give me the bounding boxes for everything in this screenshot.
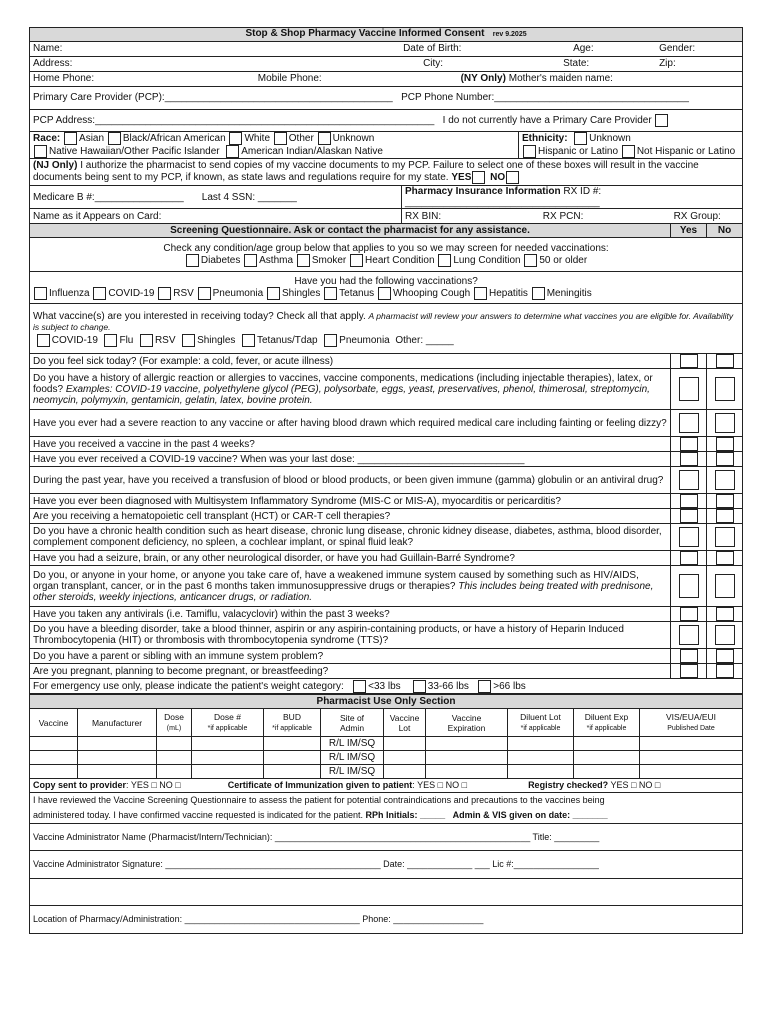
cond-lung-label: Lung Condition xyxy=(453,255,521,267)
gender-label: Gender: xyxy=(659,43,696,55)
no-cell xyxy=(707,622,743,649)
nj-no-checkbox[interactable] xyxy=(506,171,519,184)
question-text: Have you ever been diagnosed with Multisystem Inflammatory Syndrome (MIS-C or MIS-A), myocarditis or pericarditis? xyxy=(30,494,671,509)
question-text xyxy=(30,369,671,410)
question-text: Do you have a parent or sibling with an immune system problem? xyxy=(30,649,671,664)
form-title xyxy=(30,28,743,42)
license-field: Lic #:_________________ xyxy=(492,859,599,870)
no-checkbox[interactable] xyxy=(716,494,734,508)
race-other-checkbox[interactable] xyxy=(274,132,287,145)
int-rsv-checkbox[interactable] xyxy=(140,334,153,347)
weight-33-66-label: 33-66 lbs xyxy=(427,681,469,693)
nj-no-label: NO xyxy=(490,172,506,184)
yes-checkbox[interactable] xyxy=(679,413,699,433)
had-shingles-checkbox[interactable] xyxy=(267,287,280,300)
int-pneumonia-label: Pneumonia xyxy=(339,334,390,346)
pharmacist-header: Pharmacist Use Only Section xyxy=(30,695,743,709)
question-text: Have you ever had a severe reaction to any vaccine or after having blood drawn which required medical care including fainting or feeling dizzy? xyxy=(30,410,671,437)
col-sub: *if applicable xyxy=(207,724,248,732)
pcp-address-field: PCP Address:_____________________________________________________________ xyxy=(33,115,435,127)
rph-initials-field[interactable]: RPh Initials: _____ xyxy=(365,810,446,821)
had-meningitis-checkbox[interactable] xyxy=(532,287,545,300)
question-main: Do you have a history of allergic reaction or allergies to vaccines, vaccine components, medications (including injectable therapies), latex, or foods? xyxy=(33,372,653,395)
int-shingles-checkbox[interactable] xyxy=(182,334,195,347)
title-text: Stop & Shop Pharmacy Vaccine Informed Consent xyxy=(245,28,485,40)
had-pneumonia-checkbox[interactable] xyxy=(198,287,211,300)
certificate-options[interactable]: : YES □ NO □ xyxy=(412,780,468,791)
ethnicity-cell xyxy=(519,132,743,159)
weight-under33-label: <33 lbs xyxy=(368,681,401,693)
no-cell xyxy=(707,354,743,369)
int-flu-label: Flu xyxy=(119,334,134,346)
pharmacist-table xyxy=(29,694,743,934)
col-manufacturer xyxy=(78,709,157,737)
admin-vis-date-field[interactable]: Admin & VIS given on date: _______ xyxy=(452,810,608,821)
col-dose xyxy=(157,709,192,737)
no-cell xyxy=(707,566,743,607)
question-text: Are you receiving a hematopoietic cell transplant (HCT) or CAR-T cell therapies? xyxy=(30,509,671,524)
col-lot xyxy=(384,709,426,737)
race-hawaiian-label: Native Hawaiian/Other Pacific Islander xyxy=(49,146,220,158)
col-sub: Admin xyxy=(339,722,365,733)
yes-cell xyxy=(671,410,707,437)
eth-not-hispanic-checkbox[interactable] xyxy=(622,145,635,158)
yes-cell xyxy=(671,452,707,467)
yes-cell xyxy=(671,369,707,410)
question-row xyxy=(30,467,743,494)
location-phone-field: Phone: __________________ xyxy=(362,914,484,925)
copy-sent-options[interactable]: : YES □ NO □ xyxy=(126,780,181,791)
rxgroup-label: RX Group: xyxy=(673,210,721,222)
int-tetanus-label: Tetanus/Tdap xyxy=(256,334,318,346)
race-asian-label: Asian xyxy=(79,133,105,145)
had-hepatitis-checkbox[interactable] xyxy=(474,287,487,300)
yes-cell xyxy=(671,354,707,369)
question-row xyxy=(30,509,743,524)
interest-row xyxy=(30,304,743,354)
no-cell xyxy=(707,437,743,452)
had-vaccines-prompt: Have you had the following vaccinations? xyxy=(294,275,478,287)
question-text xyxy=(30,566,671,607)
weight-over66-label: >66 lbs xyxy=(493,681,526,693)
col-sub: *if applicable xyxy=(586,724,627,732)
race-white-checkbox[interactable] xyxy=(229,132,242,145)
date-field: Date: _____________ ___ xyxy=(383,859,490,870)
question-text: Do you have a chronic health condition such as heart disease, chronic lung disease, chronic kidney disease, diabetes, asthma, blood disorder, complement component deficiency, no spleen, a cochlear implant, or spinal fluid leak? xyxy=(30,524,671,551)
int-flu-checkbox[interactable] xyxy=(104,334,117,347)
yes-cell xyxy=(671,622,707,649)
col-label: Diluent Lot xyxy=(520,711,561,722)
race-native-label: American Indian/Alaskan Native xyxy=(241,146,383,158)
pharmacy-insurance-label: Pharmacy Insurance Information xyxy=(405,186,561,197)
int-rsv-label: RSV xyxy=(154,334,176,346)
int-covid-checkbox[interactable] xyxy=(37,334,50,347)
weight-prompt: For emergency use only, please indicate the patient's weight category: xyxy=(33,681,344,693)
yes-checkbox[interactable] xyxy=(680,551,698,565)
int-tetanus-checkbox[interactable] xyxy=(242,334,255,347)
eth-unknown-checkbox[interactable] xyxy=(574,132,587,145)
col-sub: Published Date xyxy=(667,724,715,732)
question-text: Have you received a vaccine in the past 4 weeks? xyxy=(30,437,671,452)
yes-cell xyxy=(671,467,707,494)
no-checkbox[interactable] xyxy=(715,625,735,645)
yes-checkbox[interactable] xyxy=(679,470,699,490)
yes-checkbox[interactable] xyxy=(680,509,698,523)
weight-row xyxy=(30,679,743,694)
conditions-prompt: Check any condition/age group below that applies to you so we may screen for needed vaccinations: xyxy=(163,242,609,254)
yes-checkbox[interactable] xyxy=(680,452,698,466)
no-pcp-checkbox[interactable] xyxy=(655,114,668,127)
question-row xyxy=(30,494,743,509)
medicare-cell[interactable] xyxy=(30,186,402,209)
maiden-name-label: Mother's maiden name: xyxy=(508,73,613,85)
no-cell xyxy=(707,551,743,566)
address-row[interactable] xyxy=(30,57,743,72)
pcp-row[interactable] xyxy=(30,87,743,110)
weight-under33-checkbox[interactable] xyxy=(353,680,366,693)
table-row[interactable] xyxy=(30,751,743,765)
col-sub: (mL) xyxy=(166,724,182,732)
had-tetanus-checkbox[interactable] xyxy=(324,287,337,300)
conditions-row xyxy=(30,238,743,272)
col-diluent-exp xyxy=(574,709,640,737)
col-sub: *if applicable xyxy=(272,724,312,732)
col-label: Dose # xyxy=(214,711,241,722)
yes-cell xyxy=(671,494,707,509)
cond-lung-checkbox[interactable] xyxy=(438,254,451,267)
dob-label: Date of Birth: xyxy=(403,43,462,55)
col-label: Vaccine xyxy=(451,712,482,723)
no-checkbox[interactable] xyxy=(716,551,734,565)
race-other-label: Other xyxy=(288,133,314,145)
no-cell xyxy=(707,649,743,664)
phone-row[interactable] xyxy=(30,72,743,87)
had-whooping-checkbox[interactable] xyxy=(378,287,391,300)
col-dose-number xyxy=(192,709,264,737)
eth-hispanic-checkbox[interactable] xyxy=(523,145,536,158)
int-covid-label: COVID-19 xyxy=(51,334,98,346)
pcp-address-row[interactable] xyxy=(30,110,743,132)
question-note: Examples: COVID-19 vaccine, polyethylene glycol (PEG), polysorbate, eggs, yeast, preservatives, phenol, thimerosal, streptomycin, neomycin, polymyxin, gentamicin, gelatin, latex, bovine protein. xyxy=(33,383,650,406)
question-text: Have you ever received a COVID-19 vaccine? When was your last dose: ______________________________ xyxy=(30,452,671,467)
col-label: Diluent Exp xyxy=(584,711,629,722)
no-checkbox[interactable] xyxy=(715,377,735,401)
no-checkbox[interactable] xyxy=(716,452,734,466)
no-cell xyxy=(707,524,743,551)
question-text: During the past year, have you received a transfusion of blood or blood products, or been given immune (gamma) globulin or an antiviral drug? xyxy=(30,467,671,494)
col-label: Vaccine xyxy=(38,717,69,728)
admin-name-field: Vaccine Administrator Name (Pharmacist/Intern/Technician): ___________________________________________________ xyxy=(33,831,531,842)
yes-cell xyxy=(671,607,707,622)
question-row xyxy=(30,369,743,410)
int-pneumonia-checkbox[interactable] xyxy=(324,334,337,347)
race-unknown-label: Unknown xyxy=(332,133,375,145)
yes-cell xyxy=(671,524,707,551)
col-label: Vaccine xyxy=(389,712,420,723)
race-asian-checkbox[interactable] xyxy=(64,132,77,145)
cond-asthma-label: Asthma xyxy=(259,255,294,267)
race-black-label: Black/African American xyxy=(122,133,226,145)
admin-name-row[interactable] xyxy=(30,824,743,851)
no-checkbox[interactable] xyxy=(715,574,735,598)
race-cell xyxy=(30,132,519,159)
no-checkbox[interactable] xyxy=(715,413,735,433)
question-note: This includes being treated with prednisone, other steroids, weekly injections, anticancer drugs, or radiation. xyxy=(33,580,654,603)
yes-checkbox[interactable] xyxy=(680,494,698,508)
weight-over66-checkbox[interactable] xyxy=(478,680,491,693)
registry-label: Registry checked? xyxy=(528,780,609,791)
had-tetanus-label: Tetanus xyxy=(339,288,375,300)
int-shingles-label: Shingles xyxy=(197,334,236,346)
yes-checkbox[interactable] xyxy=(679,574,699,598)
yes-checkbox[interactable] xyxy=(679,527,699,547)
cond-diabetes-label: Diabetes xyxy=(200,255,241,267)
question-row xyxy=(30,566,743,607)
no-cell xyxy=(707,607,743,622)
col-label: Site of xyxy=(339,712,365,723)
ny-only-label: (NY Only) xyxy=(460,73,506,85)
signature-field: Vaccine Administrator Signature: ___________________________________________ xyxy=(33,859,381,870)
question-row xyxy=(30,437,743,452)
cond-asthma-checkbox[interactable] xyxy=(244,254,257,267)
table-row[interactable] xyxy=(30,737,743,751)
patient-info-table xyxy=(29,27,743,694)
table-row[interactable] xyxy=(30,765,743,779)
col-label: Dose xyxy=(164,711,184,722)
race-white-label: White xyxy=(244,133,270,145)
age-label: Age: xyxy=(573,43,594,55)
registry-options[interactable]: YES □ NO □ xyxy=(608,780,661,791)
rx-bin-cell[interactable] xyxy=(402,209,743,224)
name-on-card-label: Name as it Appears on Card: xyxy=(33,210,162,222)
had-covid-checkbox[interactable] xyxy=(93,287,106,300)
zip-label: Zip: xyxy=(659,58,676,70)
eth-hispanic-label: Hispanic or Latino xyxy=(538,146,619,158)
col-label: BUD xyxy=(283,711,301,722)
name-row[interactable] xyxy=(30,42,743,57)
location-row[interactable] xyxy=(30,906,743,934)
question-row xyxy=(30,649,743,664)
had-whooping-label: Whooping Cough xyxy=(392,288,471,300)
certificate-label: Certificate of Immunization given to patient xyxy=(227,780,413,791)
had-rsv-label: RSV xyxy=(173,288,194,300)
question-text: Have you had a seizure, brain, or any other neurological disorder, or have you had Guillain-Barré Syndrome? xyxy=(30,551,671,566)
yes-checkbox[interactable] xyxy=(680,607,698,621)
had-vaccines-row xyxy=(30,272,743,304)
screening-header: Screening Questionnaire. Ask or contact the pharmacist for any assistance. xyxy=(30,224,671,238)
question-row xyxy=(30,664,743,679)
address-label: Address: xyxy=(33,58,73,70)
question-row xyxy=(30,354,743,369)
yes-checkbox[interactable] xyxy=(680,649,698,663)
eth-not-hispanic-label: Not Hispanic or Latino xyxy=(636,146,736,158)
yes-cell xyxy=(671,509,707,524)
yes-checkbox[interactable] xyxy=(679,377,699,401)
had-hepatitis-label: Hepatitis xyxy=(489,288,528,300)
question-text: Do you have a bleeding disorder, take a blood thinner, aspirin or any aspirin-containing products, or have a history of Heparin Induced Thrombocytopenia (HIT) or thrombosis with thrombocytopenia syndrome (TTS)? xyxy=(30,622,671,649)
cond-50-checkbox[interactable] xyxy=(524,254,537,267)
had-pneumonia-label: Pneumonia xyxy=(212,288,264,300)
race-native-checkbox[interactable] xyxy=(226,145,239,158)
rxid-field: RX ID #: ___________________________________ xyxy=(405,186,602,209)
no-checkbox[interactable] xyxy=(716,437,734,451)
yes-checkbox[interactable] xyxy=(680,437,698,451)
eth-unknown-label: Unknown xyxy=(589,133,631,145)
nj-consent-row xyxy=(30,159,743,186)
col-expiration xyxy=(426,709,508,737)
title-field: Title: _________ xyxy=(532,831,600,842)
weight-33-66-checkbox[interactable] xyxy=(413,680,426,693)
race-label: Race: xyxy=(33,133,61,145)
pharmacy-insurance-cell[interactable] xyxy=(402,186,743,209)
question-row xyxy=(30,452,743,467)
review-text-2: administered today. I have confirmed vaccine requested is indicated for the patient. xyxy=(33,810,364,821)
city-label: City: xyxy=(423,58,444,70)
nj-yes-label: YES xyxy=(451,172,472,184)
medicare-field: Medicare B #:________________ xyxy=(33,191,184,203)
question-main: Do you, or anyone in your home, or anyone you take care of, have a weakened immune system caused by something such as HIV/AIDS, organ transplant, cancer, or in the past 6 months taken immunosuppressive drugs or therapies? xyxy=(33,569,639,592)
no-cell xyxy=(707,494,743,509)
question-row xyxy=(30,524,743,551)
nj-only-label: (NJ Only) xyxy=(33,159,78,171)
site-cell[interactable]: R/L IM/SQ xyxy=(321,751,384,765)
col-sub: Expiration xyxy=(447,722,486,733)
no-column-header: No xyxy=(707,224,743,238)
no-checkbox[interactable] xyxy=(715,527,735,547)
col-vis xyxy=(640,709,743,737)
yes-checkbox[interactable] xyxy=(679,625,699,645)
col-label: Manufacturer xyxy=(91,717,143,728)
yes-cell xyxy=(671,437,707,452)
mobile-phone-label: Mobile Phone: xyxy=(257,73,322,85)
yes-cell xyxy=(671,664,707,679)
no-checkbox[interactable] xyxy=(716,509,734,523)
location-field: Location of Pharmacy/Administration: ___________________________________ xyxy=(33,914,360,925)
col-site xyxy=(321,709,384,737)
question-row xyxy=(30,551,743,566)
nj-yes-checkbox[interactable] xyxy=(472,171,485,184)
pcp-field: Primary Care Provider (PCP):_________________________________________ xyxy=(33,92,393,104)
no-cell xyxy=(707,369,743,410)
cond-heart-label: Heart Condition xyxy=(365,255,435,267)
cond-heart-checkbox[interactable] xyxy=(350,254,363,267)
had-meningitis-label: Meningitis xyxy=(546,288,592,300)
yes-cell xyxy=(671,649,707,664)
int-other-field: Other: _____ xyxy=(395,334,454,346)
yes-checkbox[interactable] xyxy=(680,664,698,678)
copy-sent-label: Copy sent to provider xyxy=(33,780,127,791)
state-label: State: xyxy=(563,58,590,70)
had-influenza-label: Influenza xyxy=(49,288,90,300)
rxbin-label: RX BIN: xyxy=(405,210,442,222)
race-unknown-checkbox[interactable] xyxy=(318,132,331,145)
yes-column-header: Yes xyxy=(671,224,707,238)
col-vaccine xyxy=(30,709,78,737)
no-checkbox[interactable] xyxy=(716,607,734,621)
ssn-field: Last 4 SSN: _______ xyxy=(201,191,297,203)
pcp-phone-field: PCP Phone Number:___________________________________ xyxy=(401,92,689,104)
no-checkbox[interactable] xyxy=(716,649,734,663)
no-cell xyxy=(707,509,743,524)
cond-diabetes-checkbox[interactable] xyxy=(186,254,199,267)
no-cell xyxy=(707,452,743,467)
col-sub: Lot xyxy=(398,722,411,733)
admin-signature-row[interactable] xyxy=(30,851,743,879)
blank-row xyxy=(30,879,743,906)
home-phone-label: Home Phone: xyxy=(33,73,95,85)
review-statement xyxy=(30,793,743,824)
col-sub: *if applicable xyxy=(520,724,561,732)
had-shingles-label: Shingles xyxy=(282,288,321,300)
question-text: Have you taken any antivirals (i.e. Tamiflu, valacyclovir) within the past 3 weeks? xyxy=(30,607,671,622)
yes-cell xyxy=(671,566,707,607)
col-diluent-lot xyxy=(508,709,574,737)
no-checkbox[interactable] xyxy=(716,664,734,678)
no-checkbox[interactable] xyxy=(715,470,735,490)
had-influenza-checkbox[interactable] xyxy=(34,287,47,300)
interest-prompt: What vaccine(s) are you interested in receiving today? Check all that apply. xyxy=(33,311,366,323)
cond-smoker-label: Smoker xyxy=(311,255,347,267)
ethnicity-label: Ethnicity: xyxy=(522,133,568,145)
question-row xyxy=(30,410,743,437)
race-black-checkbox[interactable] xyxy=(108,132,121,145)
site-cell[interactable]: R/L IM/SQ xyxy=(321,765,384,779)
cond-smoker-checkbox[interactable] xyxy=(297,254,310,267)
yes-cell xyxy=(671,551,707,566)
no-cell xyxy=(707,467,743,494)
no-cell xyxy=(707,410,743,437)
name-label: Name: xyxy=(33,43,63,55)
consent-form xyxy=(29,27,742,934)
question-row xyxy=(30,607,743,622)
interest-note: A pharmacist will review your answers to determine what vaccines you are eligible for. Availability is subject to change. xyxy=(33,311,734,333)
had-rsv-checkbox[interactable] xyxy=(158,287,171,300)
cond-50-label: 50 or older xyxy=(539,255,588,267)
question-text: Are you pregnant, planning to become pregnant, or breastfeeding? xyxy=(30,664,671,679)
col-bud xyxy=(264,709,321,737)
had-covid-label: COVID-19 xyxy=(108,288,155,300)
nj-consent-text: I authorize the pharmacist to send copies of my vaccine documents to my PCP. Failure to select one of these boxes will result in the vaccine documents being sent to my PCP, if known, as state laws and regulations require for my state. xyxy=(33,159,699,184)
site-cell[interactable]: R/L IM/SQ xyxy=(321,737,384,751)
col-label: VIS/EUA/EUI xyxy=(665,711,717,722)
review-text-1: I have reviewed the Vaccine Screening Questionnaire to assess the patient for potential contraindications and precautions to the vaccines being xyxy=(33,795,605,806)
name-on-card-cell[interactable] xyxy=(30,209,402,224)
no-checkbox[interactable] xyxy=(716,354,734,368)
rxpcn-label: RX PCN: xyxy=(542,210,584,222)
copy-sent-row xyxy=(30,779,743,793)
revision: rev 9.2025 xyxy=(492,31,527,39)
yes-checkbox[interactable] xyxy=(680,354,698,368)
question-text: Do you feel sick today? (For example: a cold, fever, or acute illness) xyxy=(30,354,671,369)
race-hawaiian-checkbox[interactable] xyxy=(34,145,47,158)
question-row xyxy=(30,622,743,649)
no-pcp-label: I do not currently have a Primary Care Provider xyxy=(442,115,652,127)
no-cell xyxy=(707,664,743,679)
